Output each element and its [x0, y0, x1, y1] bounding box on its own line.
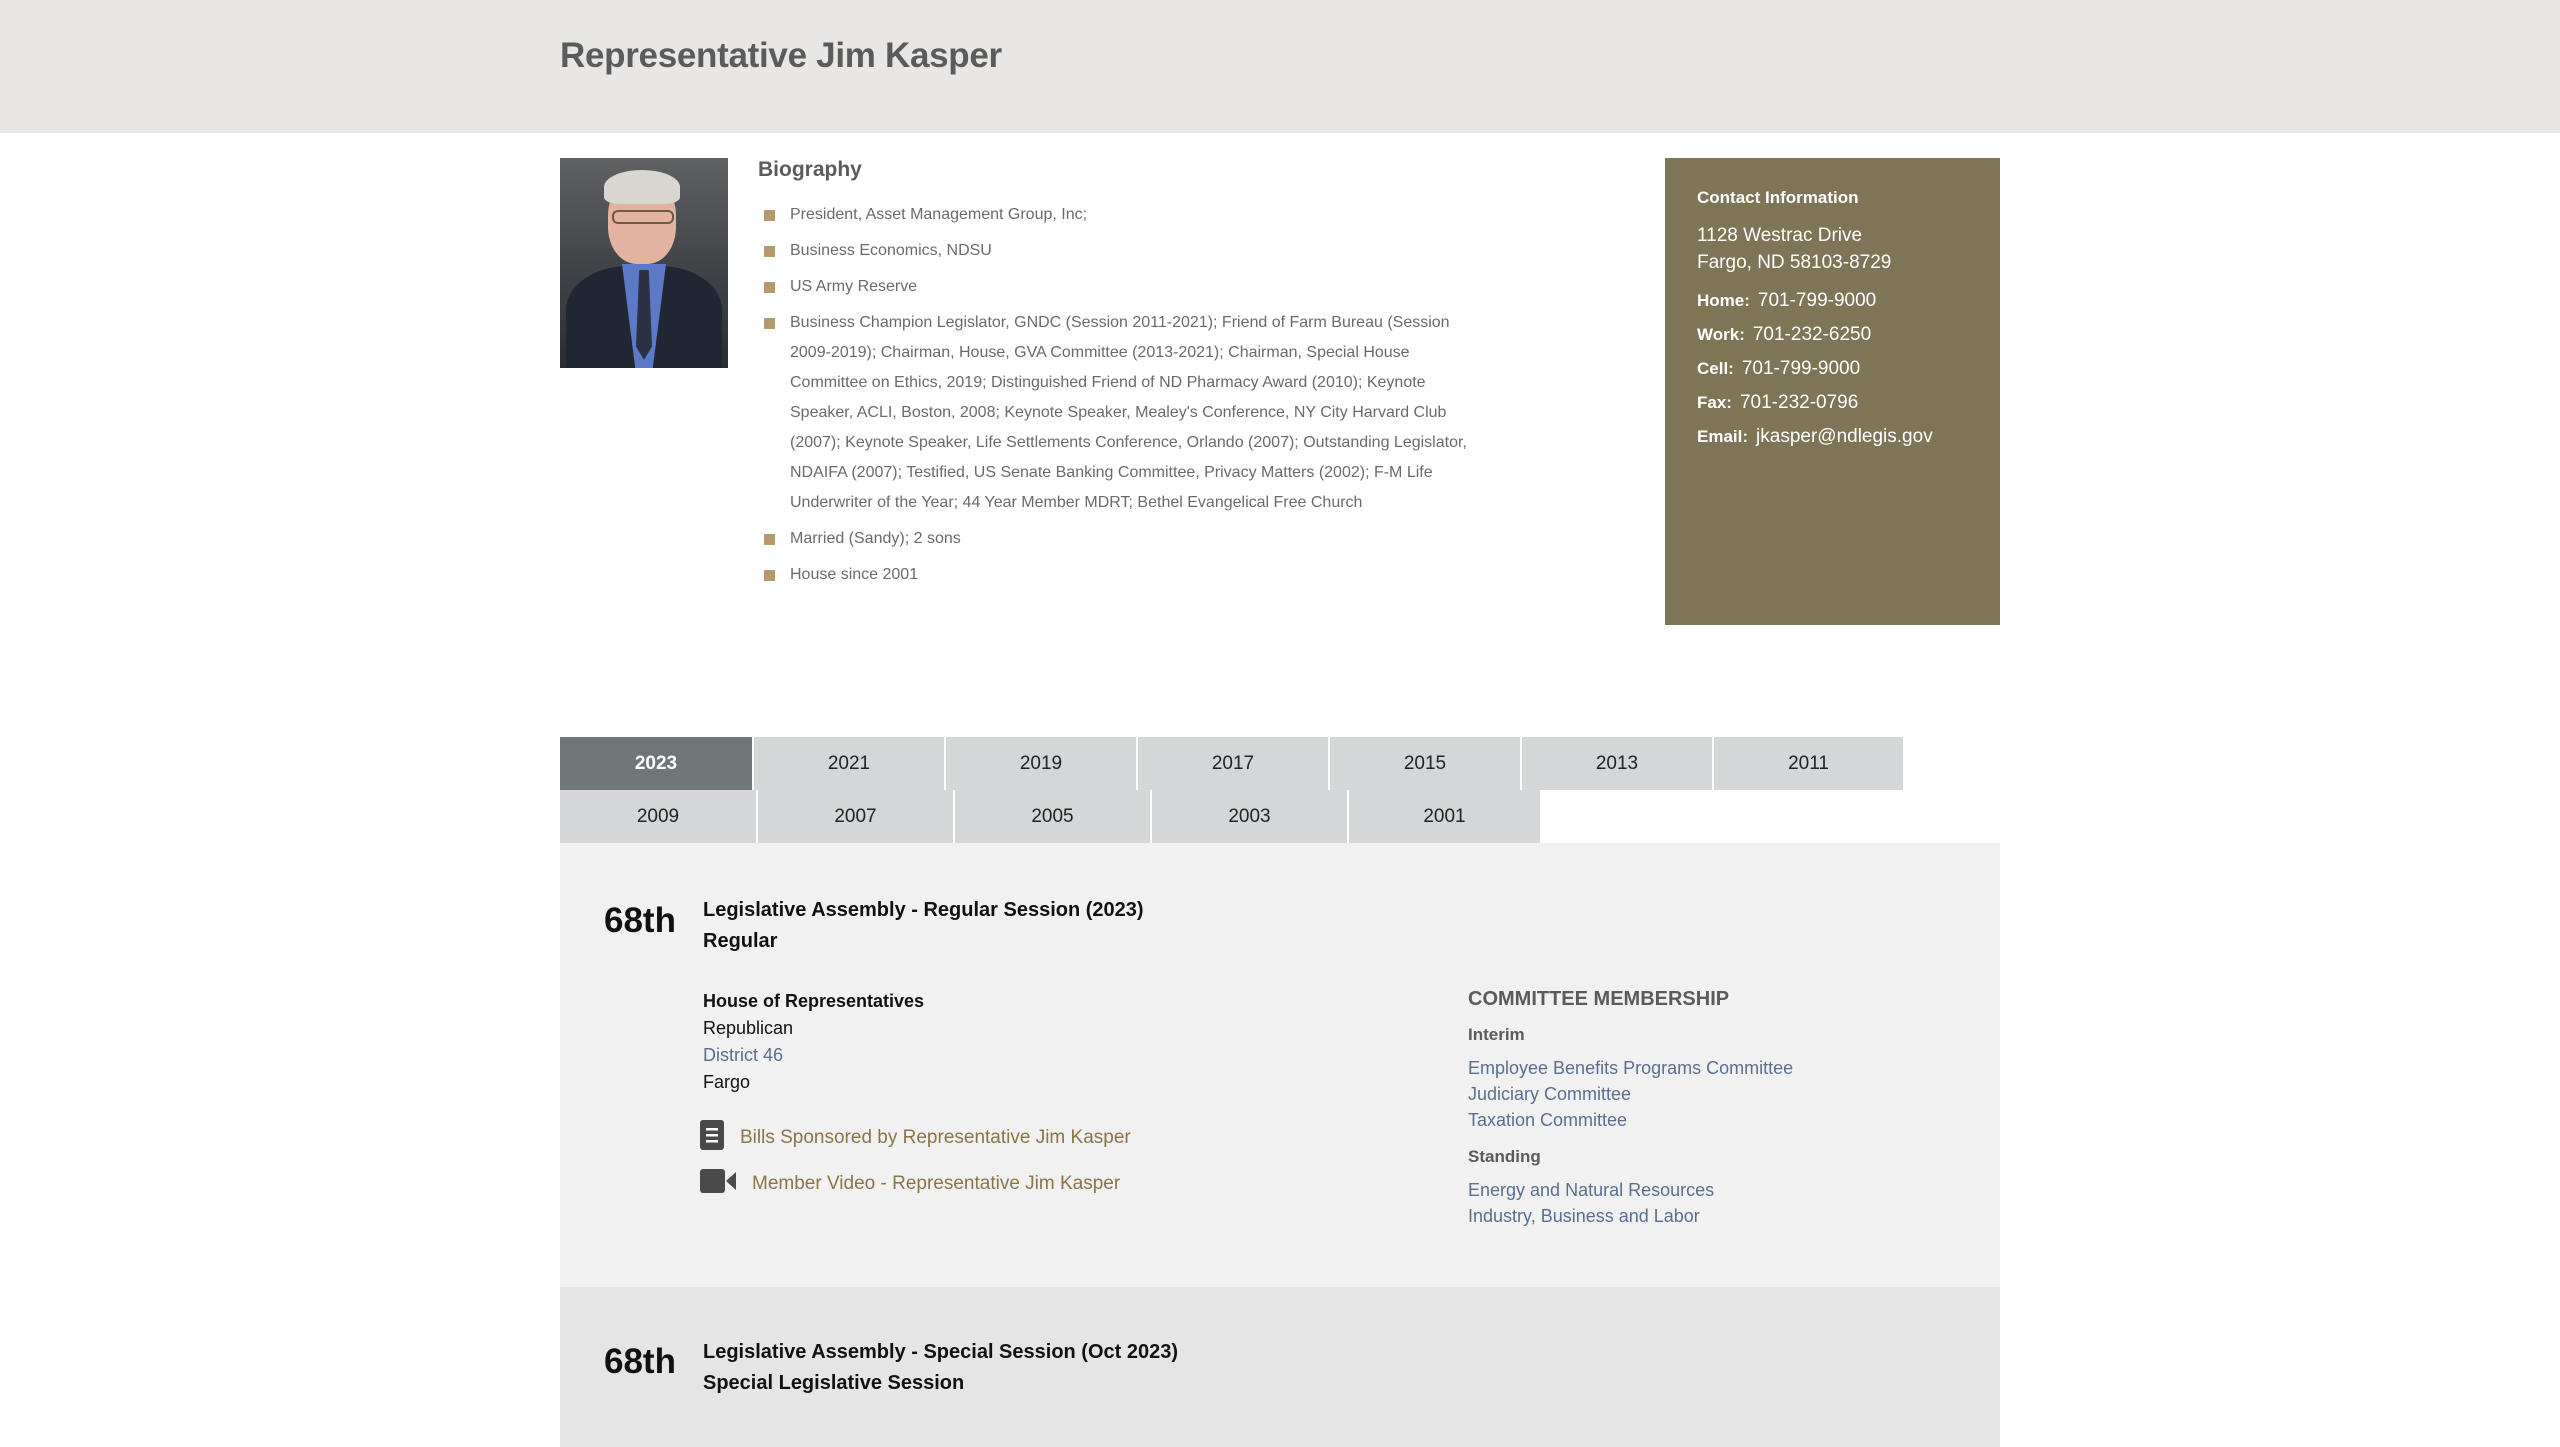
- home-label: Home:: [1697, 291, 1750, 310]
- session-title: [703, 895, 1144, 957]
- biography-item: House since 2001: [758, 560, 1488, 590]
- session-ordinal: 68th: [604, 901, 676, 940]
- session-ordinal: 68th: [604, 1342, 676, 1381]
- party: Republican: [703, 1018, 794, 1038]
- cell-phone: [1697, 352, 1968, 386]
- address-line-2: Fargo, ND 58103-8729: [1697, 252, 1892, 273]
- tab-2011[interactable]: 2011: [1714, 737, 1903, 790]
- biography-item: Business Economics, NDSU: [758, 236, 1488, 266]
- work-value: 701-232-6250: [1752, 324, 1872, 345]
- biography-item: Business Champion Legislator, GNDC (Session 2011-2021); Friend of Farm Bureau (Session 2009-2019); Chairman, House, GVA Committee (2013-2021); Chairman, Special House Committee on Ethics, 2019; Distinguished Friend of ND Pharmacy Award (2010); Keynote Speaker, ACLI, Boston, 2008; Keynote Speaker, Mealey's Conference, NY City Harvard Club (2007); Keynote Speaker, Life Settlements Conference, Orlando (2007); Outstanding Legislator, NDAIFA (2007); Testified, US Senate Banking Committee, Privacy Matters (2002); F-M Life Underwriter of the Year; 44 Year Member MDRT; Bethel Evangelical Free Church: [758, 308, 1488, 518]
- session-title-text: Legislative Assembly - Special Session (Oct 2023): [703, 1341, 1179, 1363]
- biography-heading: Biography: [758, 158, 862, 181]
- contact-address: [1697, 222, 1968, 276]
- interim-committee-link[interactable]: Taxation Committee: [1468, 1110, 1628, 1130]
- work-label: Work:: [1697, 325, 1745, 344]
- standing-committee-link[interactable]: Industry, Business and Labor: [1468, 1206, 1700, 1226]
- tab-2013[interactable]: 2013: [1522, 737, 1712, 790]
- tab-2009[interactable]: 2009: [560, 790, 756, 843]
- session-title-text: Legislative Assembly - Regular Session (2023): [703, 899, 1144, 921]
- district-link[interactable]: District 46: [703, 1045, 784, 1065]
- document-icon: [700, 1120, 724, 1156]
- member-photo: [560, 158, 728, 368]
- session-title: [703, 1337, 1178, 1399]
- address-line-1: 1128 Westrac Drive: [1697, 225, 1863, 246]
- interim-label: Interim: [1468, 1025, 1525, 1044]
- tab-2015[interactable]: 2015: [1330, 737, 1520, 790]
- home-phone: [1697, 284, 1968, 318]
- tab-2017[interactable]: 2017: [1138, 737, 1328, 790]
- email-label: Email:: [1697, 427, 1749, 446]
- standing-label: Standing: [1468, 1147, 1541, 1166]
- session-special-2023: [560, 1287, 2000, 1447]
- member-video-link[interactable]: [700, 1169, 1120, 1199]
- email: [1697, 420, 1968, 454]
- tab-2023[interactable]: 2023: [560, 737, 752, 790]
- tab-2007[interactable]: 2007: [758, 790, 953, 843]
- chamber-info: [703, 988, 924, 1096]
- cell-label: Cell:: [1697, 359, 1734, 378]
- interim-committee-link[interactable]: Employee Benefits Programs Committee: [1468, 1058, 1794, 1078]
- contact-information-box: [1665, 158, 2000, 625]
- biography-item: US Army Reserve: [758, 272, 1488, 302]
- cell-value: 701-799-9000: [1741, 358, 1861, 379]
- email-link[interactable]: jkasper@ndlegis.gov: [1756, 426, 1933, 447]
- tab-2021[interactable]: 2021: [754, 737, 944, 790]
- fax-label: Fax:: [1697, 393, 1732, 412]
- video-link-text[interactable]: Member Video - Representative Jim Kasper: [752, 1173, 1121, 1195]
- home-value: 701-799-9000: [1757, 290, 1877, 311]
- tab-2001[interactable]: 2001: [1349, 790, 1540, 843]
- profile-section: [0, 133, 2560, 733]
- biography-item: Married (Sandy); 2 sons: [758, 524, 1488, 554]
- work-phone: [1697, 318, 1968, 352]
- chamber-name: House of Representatives: [703, 991, 925, 1011]
- bills-sponsored-link[interactable]: [700, 1120, 1131, 1156]
- committee-heading: COMMITTEE MEMBERSHIP: [1468, 988, 1730, 1010]
- session-type: Regular: [703, 930, 778, 952]
- tab-2003[interactable]: 2003: [1152, 790, 1347, 843]
- session-regular-2023: [560, 843, 2000, 1287]
- biography-list: [758, 200, 1488, 590]
- video-camera-icon: [700, 1169, 736, 1199]
- biography: [758, 158, 1488, 596]
- page-title: Representative Jim Kasper: [560, 36, 1002, 75]
- city: Fargo: [703, 1072, 751, 1092]
- contact-title: Contact Information: [1697, 188, 1859, 207]
- tab-2005[interactable]: 2005: [955, 790, 1150, 843]
- session-type: Special Legislative Session: [703, 1372, 965, 1394]
- fax-number: [1697, 386, 1968, 420]
- page-header: [0, 0, 2560, 133]
- committee-membership: [1468, 988, 1793, 1229]
- standing-committee-link[interactable]: Energy and Natural Resources: [1468, 1180, 1715, 1200]
- fax-value: 701-232-0796: [1739, 392, 1859, 413]
- biography-item: President, Asset Management Group, Inc;: [758, 200, 1488, 230]
- tab-2019[interactable]: 2019: [946, 737, 1136, 790]
- bills-link-text[interactable]: Bills Sponsored by Representative Jim Kasper: [740, 1127, 1131, 1149]
- interim-committee-link[interactable]: Judiciary Committee: [1468, 1084, 1632, 1104]
